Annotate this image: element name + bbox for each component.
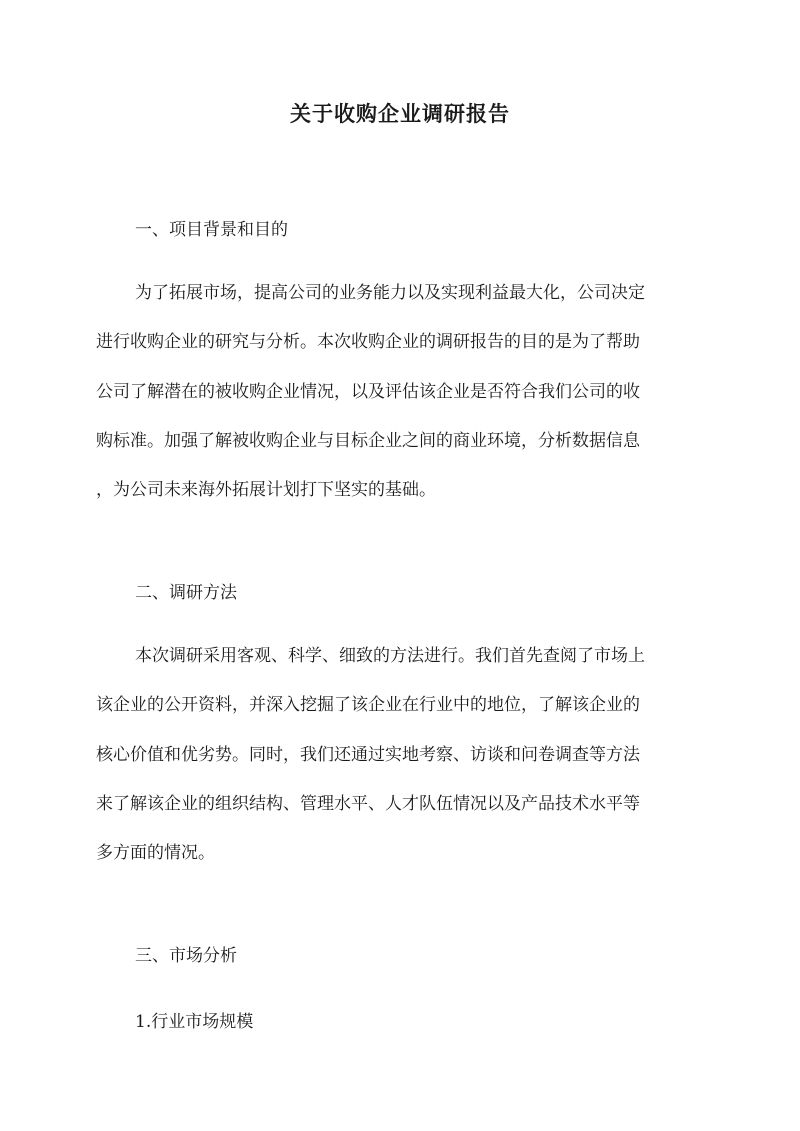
paragraph-line: 核心价值和优劣势。同时，我们还通过实地考察、访谈和问卷调查等方法 xyxy=(96,744,640,765)
paragraph-background xyxy=(96,269,708,515)
paragraph-line: 为了拓展市场，提高公司的业务能力以及实现利益最大化，公司决定 xyxy=(135,283,645,303)
subheading-market-size: 1.行业市场规模 xyxy=(135,1012,254,1032)
section-heading-market: 三、市场分析 xyxy=(135,946,237,966)
paragraph-method xyxy=(96,632,708,878)
section-heading-method: 二、调研方法 xyxy=(135,583,237,603)
paragraph-line: ，为公司未来海外拓展计划打下坚实的基础。 xyxy=(96,480,436,501)
section-heading-background: 一、项目背景和目的 xyxy=(135,220,288,240)
document-title: 关于收购企业调研报告 xyxy=(290,101,510,126)
paragraph-line: 多方面的情况。 xyxy=(96,843,215,864)
paragraph-line: 来了解该企业的组织结构、管理水平、人才队伍情况以及产品技术水平等 xyxy=(96,793,640,814)
paragraph-line: 该企业的公开资料，并深入挖掘了该企业在行业中的地位，了解该企业的 xyxy=(96,695,640,716)
paragraph-line: 公司了解潜在的被收购企业情况，以及评估该企业是否符合我们公司的收 xyxy=(96,381,640,402)
paragraph-line: 购标准。加强了解被收购企业与目标企业之间的商业环境，分析数据信息 xyxy=(96,430,640,451)
paragraph-line: 进行收购企业的研究与分析。本次收购企业的调研报告的目的是为了帮助 xyxy=(96,332,640,353)
paragraph-line: 本次调研采用客观、科学、细致的方法进行。我们首先查阅了市场上 xyxy=(135,646,645,666)
